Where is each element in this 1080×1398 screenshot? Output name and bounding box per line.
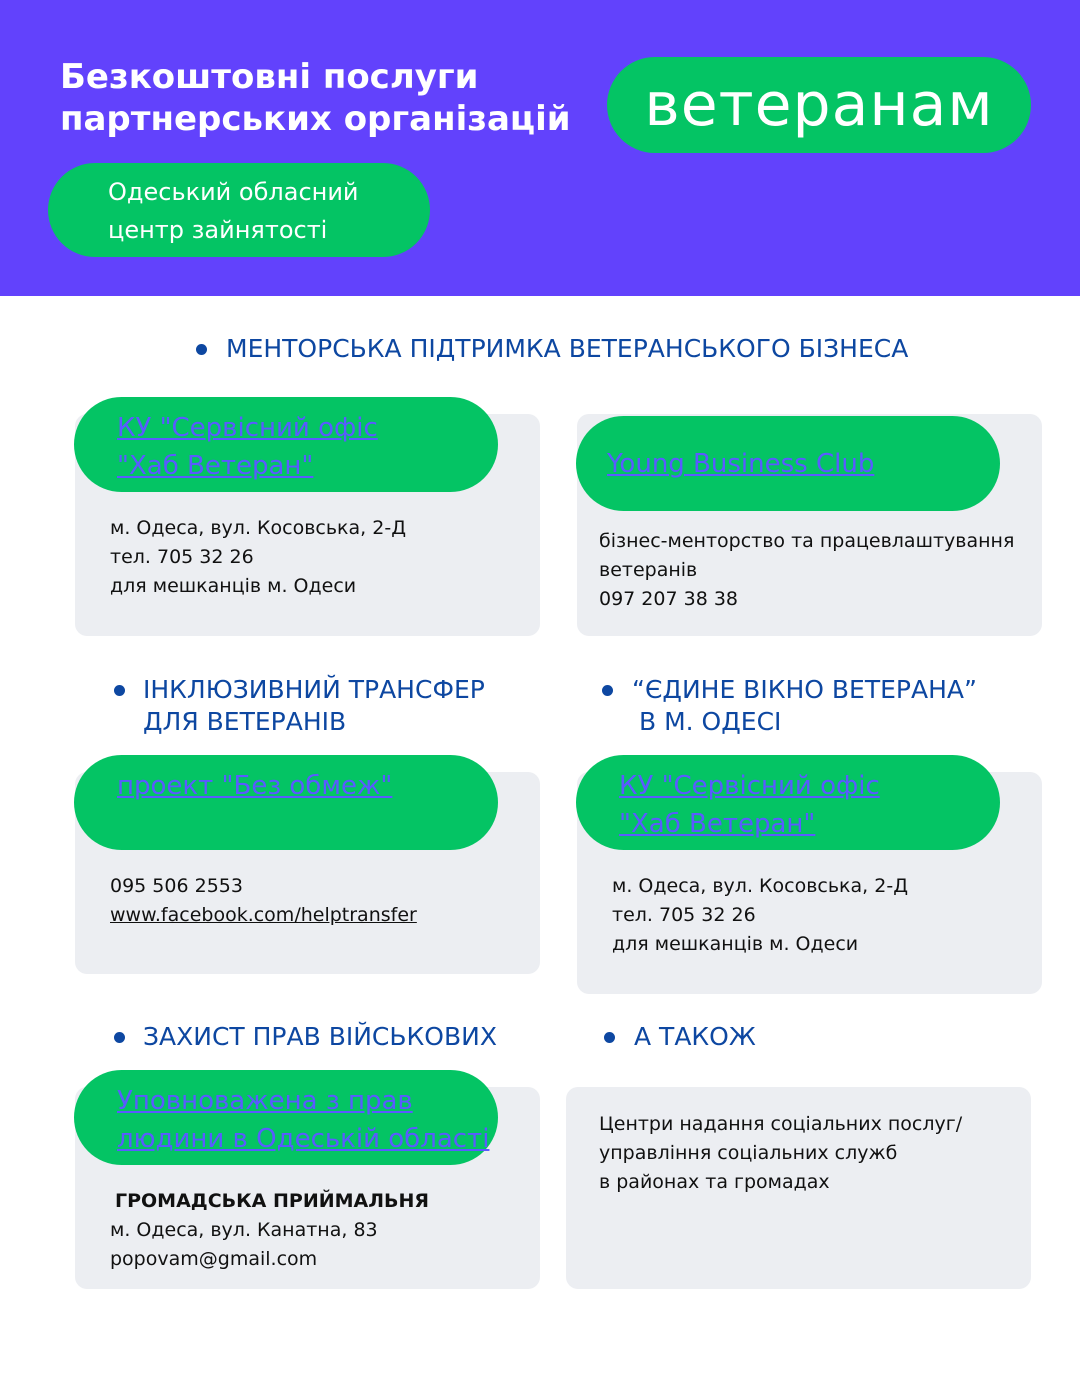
phone: тел. 705 32 26	[110, 546, 254, 568]
bullet-icon	[114, 685, 125, 696]
section-heading-single-window	[632, 674, 977, 738]
description-line-2: управління соціальних служб	[599, 1142, 898, 1164]
title-line-2: партнерських організацій	[60, 99, 571, 139]
email: popovam@gmail.com	[110, 1248, 318, 1270]
phone: 095 506 2553	[110, 875, 243, 897]
address: м. Одеса, вул. Косовська, 2-Д	[612, 875, 909, 897]
ombudsman-link-line-2[interactable]: людини в Одеській області	[117, 1124, 490, 1154]
phone: тел. 705 32 26	[612, 904, 756, 926]
hub-veteran-link[interactable]	[117, 409, 378, 485]
section-heading-also: А ТАКОЖ	[634, 1022, 756, 1051]
social-services-info	[599, 1110, 962, 1197]
transfer-info	[110, 872, 417, 930]
address: м. Одеса, вул. Канатна, 83	[110, 1219, 378, 1241]
center-line-2: центр зайнятості	[108, 216, 328, 244]
audience-note: для мешканців м. Одеси	[612, 933, 859, 955]
section-heading-rights: ЗАХИСТ ПРАВ ВІЙСЬКОВИХ	[143, 1022, 497, 1051]
address: м. Одеса, вул. Косовська, 2-Д	[110, 517, 407, 539]
hub-veteran-link-line-1[interactable]: КУ "Сервісний офіс	[117, 413, 378, 443]
title-line-1: Безкоштовні послуги	[60, 57, 479, 97]
bullet-icon	[604, 1032, 615, 1043]
heading-line-1: “ЄДИНЕ ВІКНО ВЕТЕРАНА”	[632, 675, 977, 704]
young-business-club-link[interactable]: Young Business Club	[607, 449, 875, 479]
hub-veteran-link-line-2[interactable]: "Хаб Ветеран"	[117, 451, 314, 481]
description-line-3: в районах та громадах	[599, 1171, 830, 1193]
page-title	[60, 56, 571, 140]
header-banner	[0, 0, 1080, 296]
reception-title: ГРОМАДСЬКА ПРИЙМАЛЬНЯ	[115, 1190, 430, 1212]
ombudsman-link-line-1[interactable]: Уповноважена з прав	[117, 1086, 413, 1116]
facebook-link[interactable]: www.facebook.com/helptransfer	[110, 904, 417, 926]
bullet-icon	[602, 685, 613, 696]
hub-veteran-window-info	[612, 872, 908, 959]
section-heading-mentoring: МЕНТОРСЬКА ПІДТРИМКА ВЕТЕРАНСЬКОГО БІЗНЕСА	[226, 334, 909, 363]
phone: 097 207 38 38	[599, 588, 739, 610]
hub-veteran-link-line-2[interactable]: "Хаб Ветеран"	[619, 809, 816, 839]
bullet-icon	[114, 1032, 125, 1043]
hub-veteran-link-line-1[interactable]: КУ "Сервісний офіс	[619, 771, 880, 801]
hub-veteran-info	[110, 514, 406, 601]
center-line-1: Одеський обласний	[108, 178, 359, 206]
employment-center-badge	[48, 163, 430, 257]
heading-line-2: ДЛЯ ВЕТЕРАНІВ	[143, 707, 347, 736]
audience-note: для мешканців м. Одеси	[110, 575, 357, 597]
young-business-club-info	[599, 527, 1014, 614]
transfer-project-link[interactable]: проект "Без обмеж"	[117, 771, 393, 801]
bullet-icon	[196, 344, 207, 355]
ombudsman-link[interactable]	[117, 1082, 489, 1158]
audience-badge: ветеранам	[607, 57, 1031, 153]
hub-veteran-window-link[interactable]	[619, 767, 880, 843]
heading-line-1: ІНКЛЮЗИВНИЙ ТРАНСФЕР	[143, 675, 485, 704]
description-line-1: Центри надання соціальних послуг/	[599, 1113, 963, 1135]
description-line-2: ветеранів	[599, 559, 698, 581]
description-line-1: бізнес-менторство та працевлаштування	[599, 530, 1015, 552]
heading-line-2: В М. ОДЕСІ	[639, 707, 782, 736]
ombudsman-info	[110, 1187, 429, 1274]
section-heading-transfer	[143, 674, 485, 738]
